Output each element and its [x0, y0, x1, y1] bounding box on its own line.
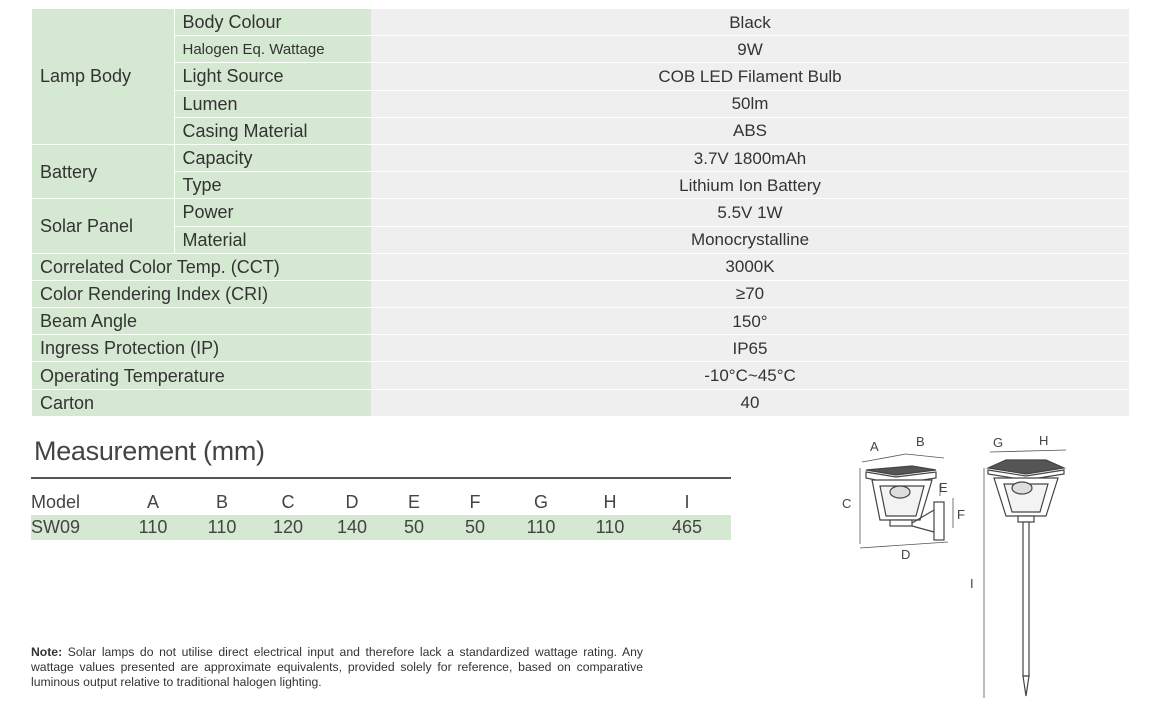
measurement-header: G — [533, 491, 548, 512]
spec-value: IP65 — [371, 335, 1129, 362]
spec-row-cct — [32, 253, 1129, 280]
group-label-solar-panel: Solar Panel — [32, 199, 174, 253]
measurement-value: 120 — [255, 515, 321, 540]
spec-row-halogen-eq-wattage — [32, 36, 1129, 63]
spec-name: Power — [174, 199, 371, 226]
measurement-header: C — [281, 491, 295, 512]
measurement-value-row — [31, 515, 731, 540]
group-label-lamp-body: Lamp Body — [32, 9, 174, 144]
spec-value: Monocrystalline — [371, 226, 1129, 253]
measurement-table — [31, 489, 731, 540]
specification-table — [32, 9, 1129, 417]
measurement-header: H — [603, 491, 617, 512]
spec-value: Lithium Ion Battery — [371, 172, 1129, 199]
dimension-diagram — [836, 428, 1096, 713]
spec-name: Material — [174, 226, 371, 253]
spec-value: 5.5V 1W — [371, 199, 1129, 226]
group-label-battery: Battery — [32, 144, 174, 198]
spec-row-cri — [32, 280, 1129, 307]
spec-row-type — [32, 172, 1129, 199]
spec-row-casing-material — [32, 117, 1129, 144]
note-label: Note: — [31, 645, 63, 659]
spec-value: 50lm — [371, 90, 1129, 117]
measurement-header: B — [215, 491, 228, 512]
dimension-label-d: D — [901, 547, 911, 562]
measurement-header: I — [684, 491, 690, 512]
measurement-value: 110 — [117, 515, 189, 540]
spec-value: ABS — [371, 117, 1129, 144]
measurement-divider — [31, 477, 731, 479]
measurement-value: 465 — [643, 515, 731, 540]
measurement-header: E — [407, 491, 420, 512]
dimension-label-e: E — [939, 480, 948, 495]
measurement-title: Measurement (mm) — [34, 436, 265, 466]
spec-row-power — [32, 199, 1129, 226]
spec-name: Operating Temperature — [32, 362, 371, 389]
dimension-label-b: B — [916, 434, 925, 449]
spec-value: ≥70 — [371, 280, 1129, 307]
spec-row-operating-temperature — [32, 362, 1129, 389]
spec-name: Ingress Protection (IP) — [32, 335, 371, 362]
spec-row-ingress-protection — [32, 335, 1129, 362]
measurement-header: A — [146, 491, 159, 512]
dimension-label-c: C — [842, 496, 852, 511]
spec-name: Correlated Color Temp. (CCT) — [32, 253, 371, 280]
spec-value: 40 — [371, 389, 1129, 416]
dimension-label-f: F — [957, 507, 965, 522]
measurement-value: 50 — [445, 515, 505, 540]
dimension-label-g: G — [993, 435, 1004, 450]
spec-name: Color Rendering Index (CRI) — [32, 280, 371, 307]
measurement-value: 140 — [321, 515, 383, 540]
measurement-value: 110 — [505, 515, 577, 540]
spec-row-material — [32, 226, 1129, 253]
spec-name: Carton — [32, 389, 371, 416]
spec-name: Lumen — [174, 90, 371, 117]
dimension-label-h: H — [1039, 433, 1049, 448]
spec-value: Black — [371, 9, 1129, 36]
measurement-header-row — [31, 489, 731, 515]
dimension-label-i: I — [970, 576, 974, 591]
spec-value: 3.7V 1800mAh — [371, 144, 1129, 171]
spec-name: Halogen Eq. Wattage — [174, 36, 371, 63]
note-paragraph — [31, 645, 643, 690]
spec-row-carton — [32, 389, 1129, 416]
note-text: Solar lamps do not utilise direct electrical input and therefore lack a standardized wattage rating. Any wattage values presented are approximate equivalents, provided solely for reference, based on comparative luminous output relative to traditional halogen lighting. — [31, 645, 644, 689]
spec-row-body-colour — [32, 9, 1129, 36]
spec-row-light-source — [32, 63, 1129, 90]
stake-lamp-drawing — [988, 460, 1064, 696]
spec-value: -10°C~45°C — [371, 362, 1129, 389]
measurement-header: F — [469, 491, 481, 512]
spec-name: Body Colour — [174, 9, 371, 36]
spec-row-capacity — [32, 144, 1129, 171]
measurement-header: D — [345, 491, 359, 512]
spec-name: Capacity — [174, 144, 371, 171]
dimension-label-a: A — [870, 439, 879, 454]
measurement-value: 110 — [189, 515, 255, 540]
measurement-value: SW09 — [31, 515, 117, 540]
spec-name: Light Source — [174, 63, 371, 90]
wall-lamp-drawing — [866, 466, 944, 540]
spec-row-beam-angle — [32, 308, 1129, 335]
spec-value: COB LED Filament Bulb — [371, 63, 1129, 90]
spec-value: 9W — [371, 36, 1129, 63]
measurement-header: Model — [31, 491, 81, 512]
spec-value: 3000K — [371, 253, 1129, 280]
measurement-value: 50 — [383, 515, 445, 540]
spec-value: 150° — [371, 308, 1129, 335]
spec-name: Beam Angle — [32, 308, 371, 335]
spec-row-lumen — [32, 90, 1129, 117]
spec-name: Casing Material — [174, 117, 371, 144]
measurement-value: 110 — [577, 515, 643, 540]
spec-name: Type — [174, 172, 371, 199]
